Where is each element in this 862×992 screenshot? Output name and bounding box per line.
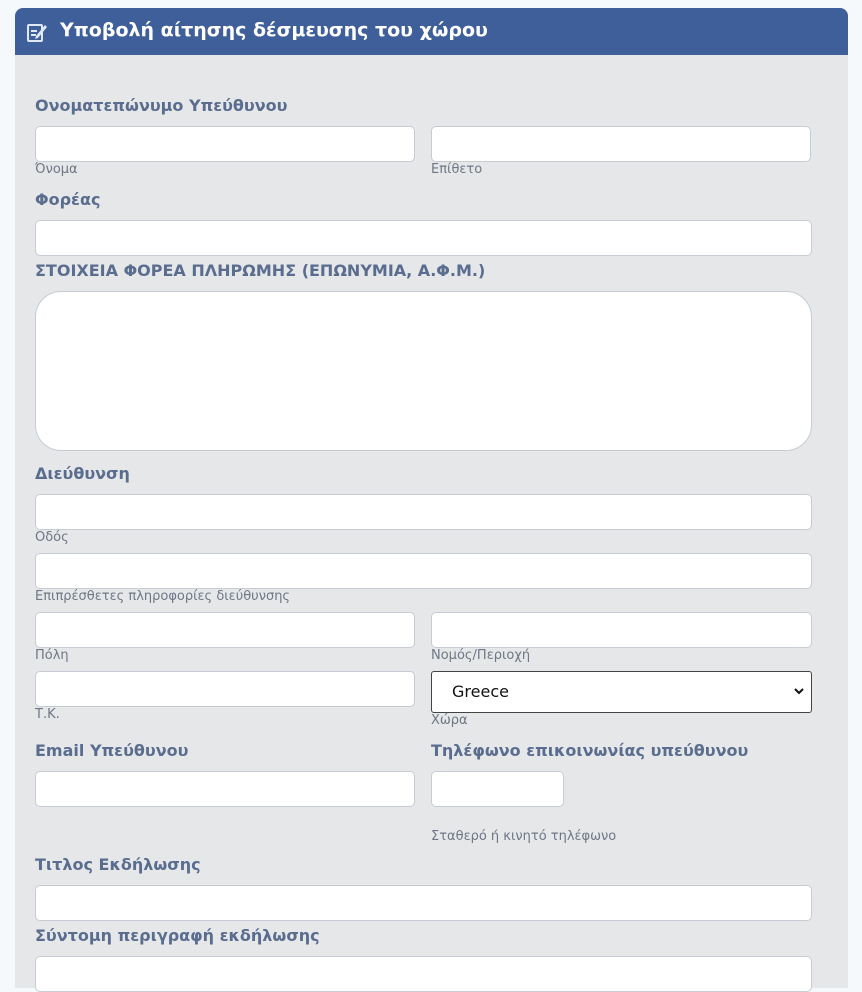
organization-label: Φορέας bbox=[35, 190, 101, 209]
phone-input[interactable] bbox=[431, 771, 564, 807]
address-label: Διεύθυνση bbox=[35, 464, 130, 483]
address-extra-hint: Επιπρέσθετες πληροφορίες διεύθυνσης bbox=[35, 589, 291, 604]
country-hint: Χώρα bbox=[431, 713, 468, 728]
payment-details-label: ΣΤΟΙΧΕΙΑ ΦΟΡΕΑ ΠΛΗΡΩΜΗΣ (ΕΠΩΝΥΜΙΑ, Α.Φ.Μ.) bbox=[35, 261, 486, 280]
address-extra-input[interactable] bbox=[35, 553, 812, 589]
city-hint: Πόλη bbox=[35, 648, 69, 663]
event-description-label: Σύντομη περιγραφή εκδήλωσης bbox=[35, 926, 320, 945]
email-input[interactable] bbox=[35, 771, 415, 807]
event-title-label: Τιτλος Εκδήλωσης bbox=[35, 855, 201, 874]
region-hint: Νομός/Περιοχή bbox=[431, 648, 531, 663]
chevron-down-icon bbox=[793, 685, 805, 697]
email-label: Email Υπεύθυνου bbox=[35, 741, 189, 760]
city-input[interactable] bbox=[35, 612, 415, 648]
street-hint: Οδός bbox=[35, 530, 69, 545]
form-title: Υποβολή αίτησης δέσμευσης του χώρου bbox=[60, 19, 488, 41]
last-name-hint: Επίθετο bbox=[431, 162, 483, 177]
zip-hint: Τ.Κ. bbox=[35, 707, 60, 722]
country-select-value: Greece bbox=[452, 682, 509, 701]
name-label: Ονοματεπώνυμο Υπεύθυνου bbox=[35, 96, 288, 115]
event-title-input[interactable] bbox=[35, 885, 812, 921]
payment-details-textarea[interactable] bbox=[35, 291, 812, 451]
form-header bbox=[15, 8, 848, 55]
country-select[interactable] bbox=[431, 671, 812, 713]
phone-hint: Σταθερό ή κινητό τηλέφωνο bbox=[431, 829, 617, 844]
event-description-input[interactable] bbox=[35, 956, 812, 992]
region-input[interactable] bbox=[431, 612, 812, 648]
zip-input[interactable] bbox=[35, 671, 415, 707]
street-input[interactable] bbox=[35, 494, 812, 530]
first-name-hint: Όνομα bbox=[35, 162, 78, 177]
edit-document-icon bbox=[26, 21, 48, 43]
reservation-form-card bbox=[15, 8, 848, 988]
organization-input[interactable] bbox=[35, 220, 812, 256]
last-name-input[interactable] bbox=[431, 126, 811, 162]
phone-label: Τηλέφωνο επικοινωνίας υπεύθυνου bbox=[431, 741, 749, 760]
first-name-input[interactable] bbox=[35, 126, 415, 162]
